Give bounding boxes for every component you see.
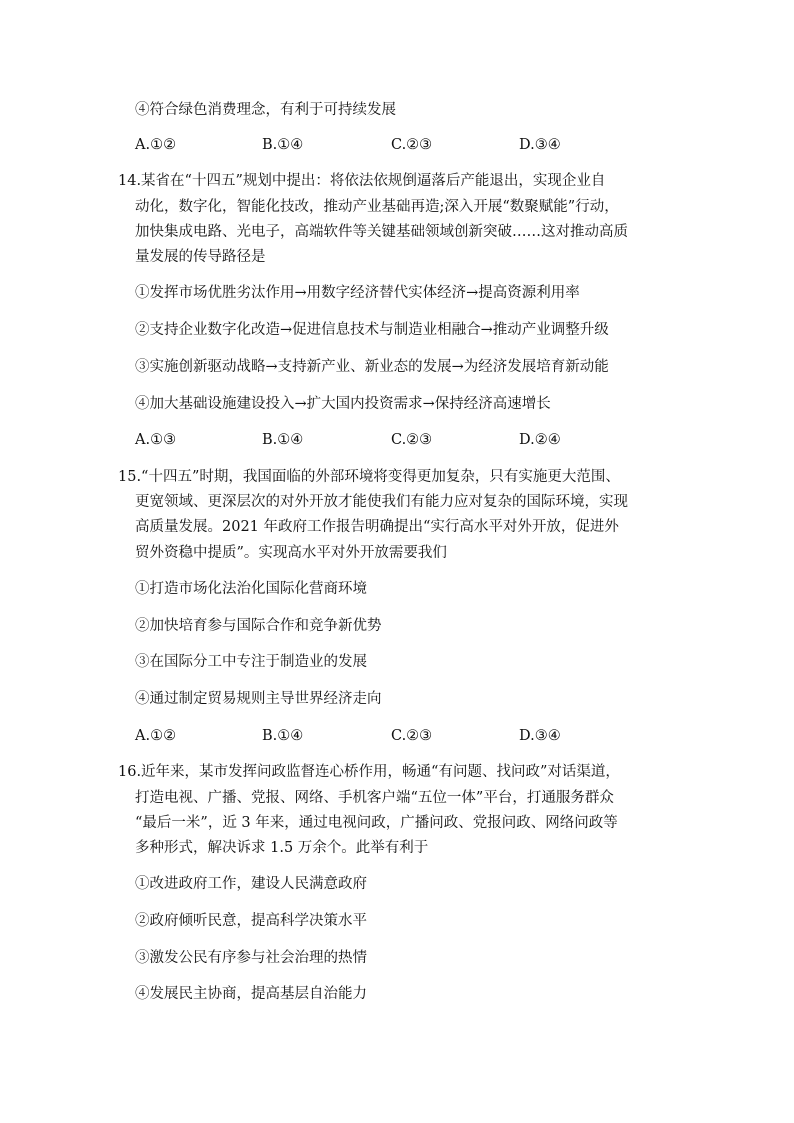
q15-stem-line-3: 高质量发展。2021 年政府工作报告明确提出“实行高水平对外开放，促进外 — [135, 519, 619, 535]
q14-option-a: A.①③ — [135, 432, 177, 448]
q16-item-2: ②政府倾听民意，提高科学决策水平 — [135, 913, 367, 929]
q15-option-c: C.②③ — [391, 728, 433, 744]
q14-stem-line-1: 14.某省在“十四五”规划中提出：将依法依规倒逼落后产能退出，实现企业自 — [118, 173, 606, 189]
q14-item-2: ②支持企业数字化改造→促进信息技术与制造业相融合→推动产业调整升级 — [135, 322, 609, 338]
q14-stem-line-2: 动化，数字化，智能化技改，推动产业基础再造;深入开展“数聚赋能”行动， — [135, 199, 619, 215]
q16-stem-line-1: 16.近年来，某市发挥问政监督连心桥作用，畅通“有问题、找问政”对话渠道， — [118, 764, 620, 780]
q15-stem-line-4: 贸外资稳中提质”。实现高水平对外开放需要我们 — [135, 545, 447, 561]
q16-stem-line-3: “最后一米”，近 3 年来，通过电视问政，广播问政、党报问政、网络问政等 — [135, 815, 618, 831]
q15-item-4: ④通过制定贸易规则主导世界经济走向 — [135, 691, 382, 707]
q15-option-d: D.③④ — [519, 728, 561, 744]
q15-option-a: A.①② — [135, 728, 177, 744]
q14-stem-line-4: 量发展的传导路径是 — [135, 249, 266, 265]
q15-stem-line-2: 更宽领域、更深层次的对外开放才能使我们有能力应对复杂的国际环境，实现 — [135, 494, 628, 510]
q15-item-3: ③在国际分工中专注于制造业的发展 — [135, 654, 367, 670]
q15-item-2: ②加快培育参与国际合作和竞争新优势 — [135, 618, 382, 634]
q15-item-1: ①打造市场化法治化国际化营商环境 — [135, 581, 367, 597]
q14-option-d: D.②④ — [519, 432, 561, 448]
q16-item-3: ③激发公民有序参与社会治理的热情 — [135, 950, 367, 966]
q14-option-c: C.②③ — [391, 432, 433, 448]
q16-stem-line-4: 多种形式，解决诉求 1.5 万余个。此举有利于 — [135, 840, 429, 856]
q14-option-b: B.①④ — [262, 432, 304, 448]
prev-option-a: A.①② — [135, 137, 177, 153]
prev-item-4: ④符合绿色消费理念，有利于可持续发展 — [135, 102, 396, 118]
q16-stem-line-2: 打造电视、广播、党报、网络、手机客户端“五位一体”平台，打通服务群众 — [135, 790, 614, 806]
prev-option-d: D.③④ — [519, 137, 561, 153]
q14-item-1: ①发挥市场优胜劣汰作用→用数字经济替代实体经济→提高资源利用率 — [135, 285, 580, 301]
prev-option-b: B.①④ — [262, 137, 304, 153]
q15-stem-line-1: 15.“十四五”时期，我国面临的外部环境将变得更加复杂，只有实施更大范围、 — [118, 469, 620, 485]
q15-option-b: B.①④ — [262, 728, 304, 744]
q14-stem-line-3: 加快集成电路、光电子，高端软件等关键基础领域创新突破……这对推动高质 — [135, 224, 628, 240]
q14-item-3: ③实施创新驱动战略→支持新产业、新业态的发展→为经济发展培育新动能 — [135, 359, 609, 375]
q14-item-4: ④加大基础设施建设投入→扩大国内投资需求→保持经济高速增长 — [135, 396, 551, 412]
prev-option-c: C.②③ — [391, 137, 433, 153]
q16-item-4: ④发展民主协商，提高基层自治能力 — [135, 986, 367, 1002]
q16-item-1: ①改进政府工作，建设人民满意政府 — [135, 876, 367, 892]
